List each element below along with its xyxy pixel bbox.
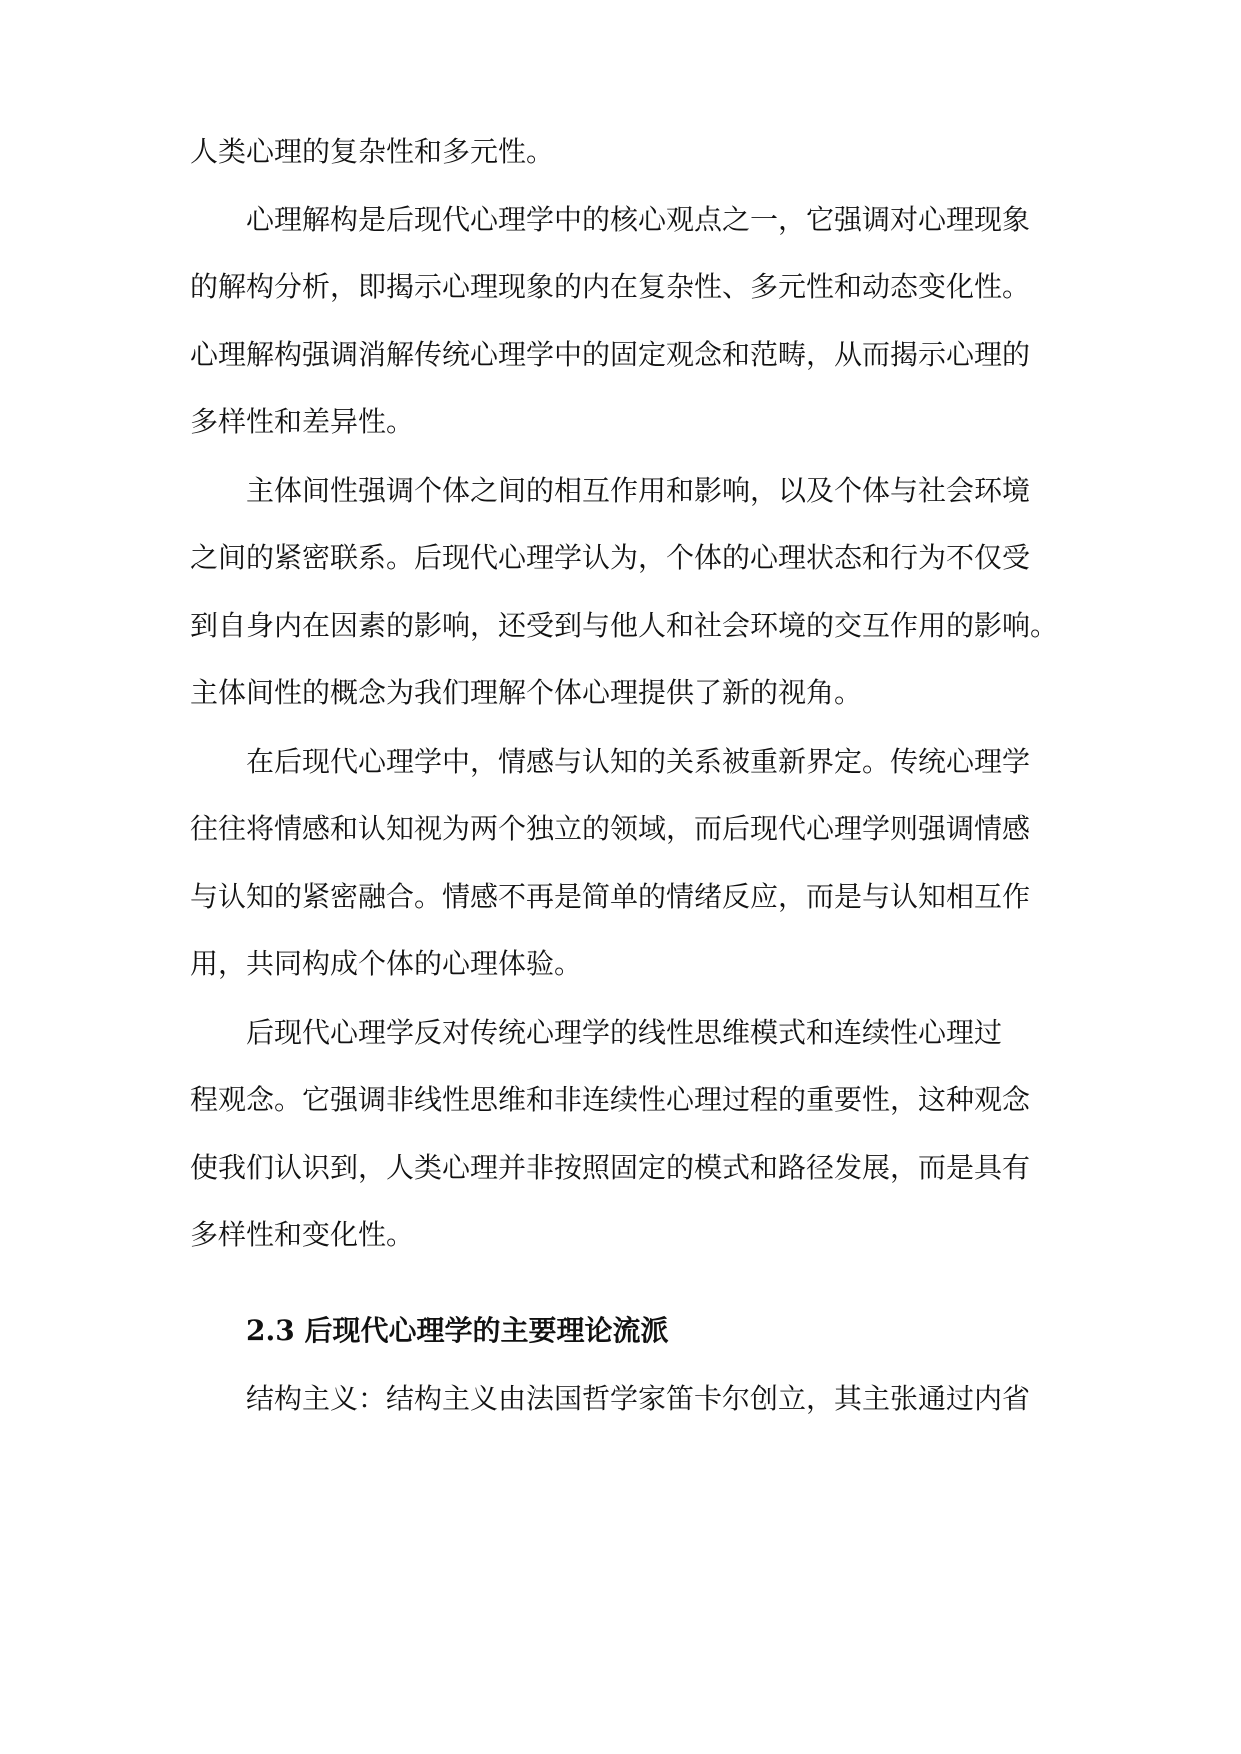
paragraph-line: 心理解构强调消解传统心理学中的固定观念和范畴，从而揭示心理的 [190, 338, 1031, 371]
section-heading: 2.3 后现代心理学的主要理论流派 [246, 1314, 669, 1347]
paragraph-line: 用，共同构成个体的心理体验。 [190, 947, 583, 980]
paragraph-line: 后现代心理学反对传统心理学的线性思维模式和连续性心理过 [246, 1016, 1003, 1049]
paragraph-line: 到自身内在因素的影响，还受到与他人和社会环境的交互作用的影响。 [190, 609, 1059, 642]
paragraph-line: 的解构分析，即揭示心理现象的内在复杂性、多元性和动态变化性。 [190, 270, 1031, 303]
paragraph-line: 程观念。它强调非线性思维和非连续性心理过程的重要性，这种观念 [190, 1083, 1031, 1116]
paragraph-line: 多样性和差异性。 [190, 405, 415, 438]
paragraph-line: 主体间性的概念为我们理解个体心理提供了新的视角。 [190, 676, 863, 709]
paragraph-line: 往往将情感和认知视为两个独立的领域，而后现代心理学则强调情感 [190, 812, 1031, 845]
paragraph-line: 在后现代心理学中，情感与认知的关系被重新界定。传统心理学 [246, 745, 1031, 778]
paragraph-line: 人类心理的复杂性和多元性。 [190, 135, 555, 168]
paragraph-line: 主体间性强调个体之间的相互作用和影响，以及个体与社会环境 [246, 474, 1031, 507]
paragraph-line: 使我们认识到，人类心理并非按照固定的模式和路径发展，而是具有 [190, 1151, 1031, 1184]
paragraph-line: 心理解构是后现代心理学中的核心观点之一，它强调对心理现象 [246, 203, 1031, 236]
paragraph-line: 结构主义：结构主义由法国哲学家笛卡尔创立，其主张通过内省 [246, 1382, 1031, 1415]
paragraph-line: 之间的紧密联系。后现代心理学认为，个体的心理状态和行为不仅受 [190, 541, 1031, 574]
paragraph-line: 与认知的紧密融合。情感不再是简单的情绪反应，而是与认知相互作 [190, 880, 1031, 913]
paragraph-line: 多样性和变化性。 [190, 1218, 415, 1251]
